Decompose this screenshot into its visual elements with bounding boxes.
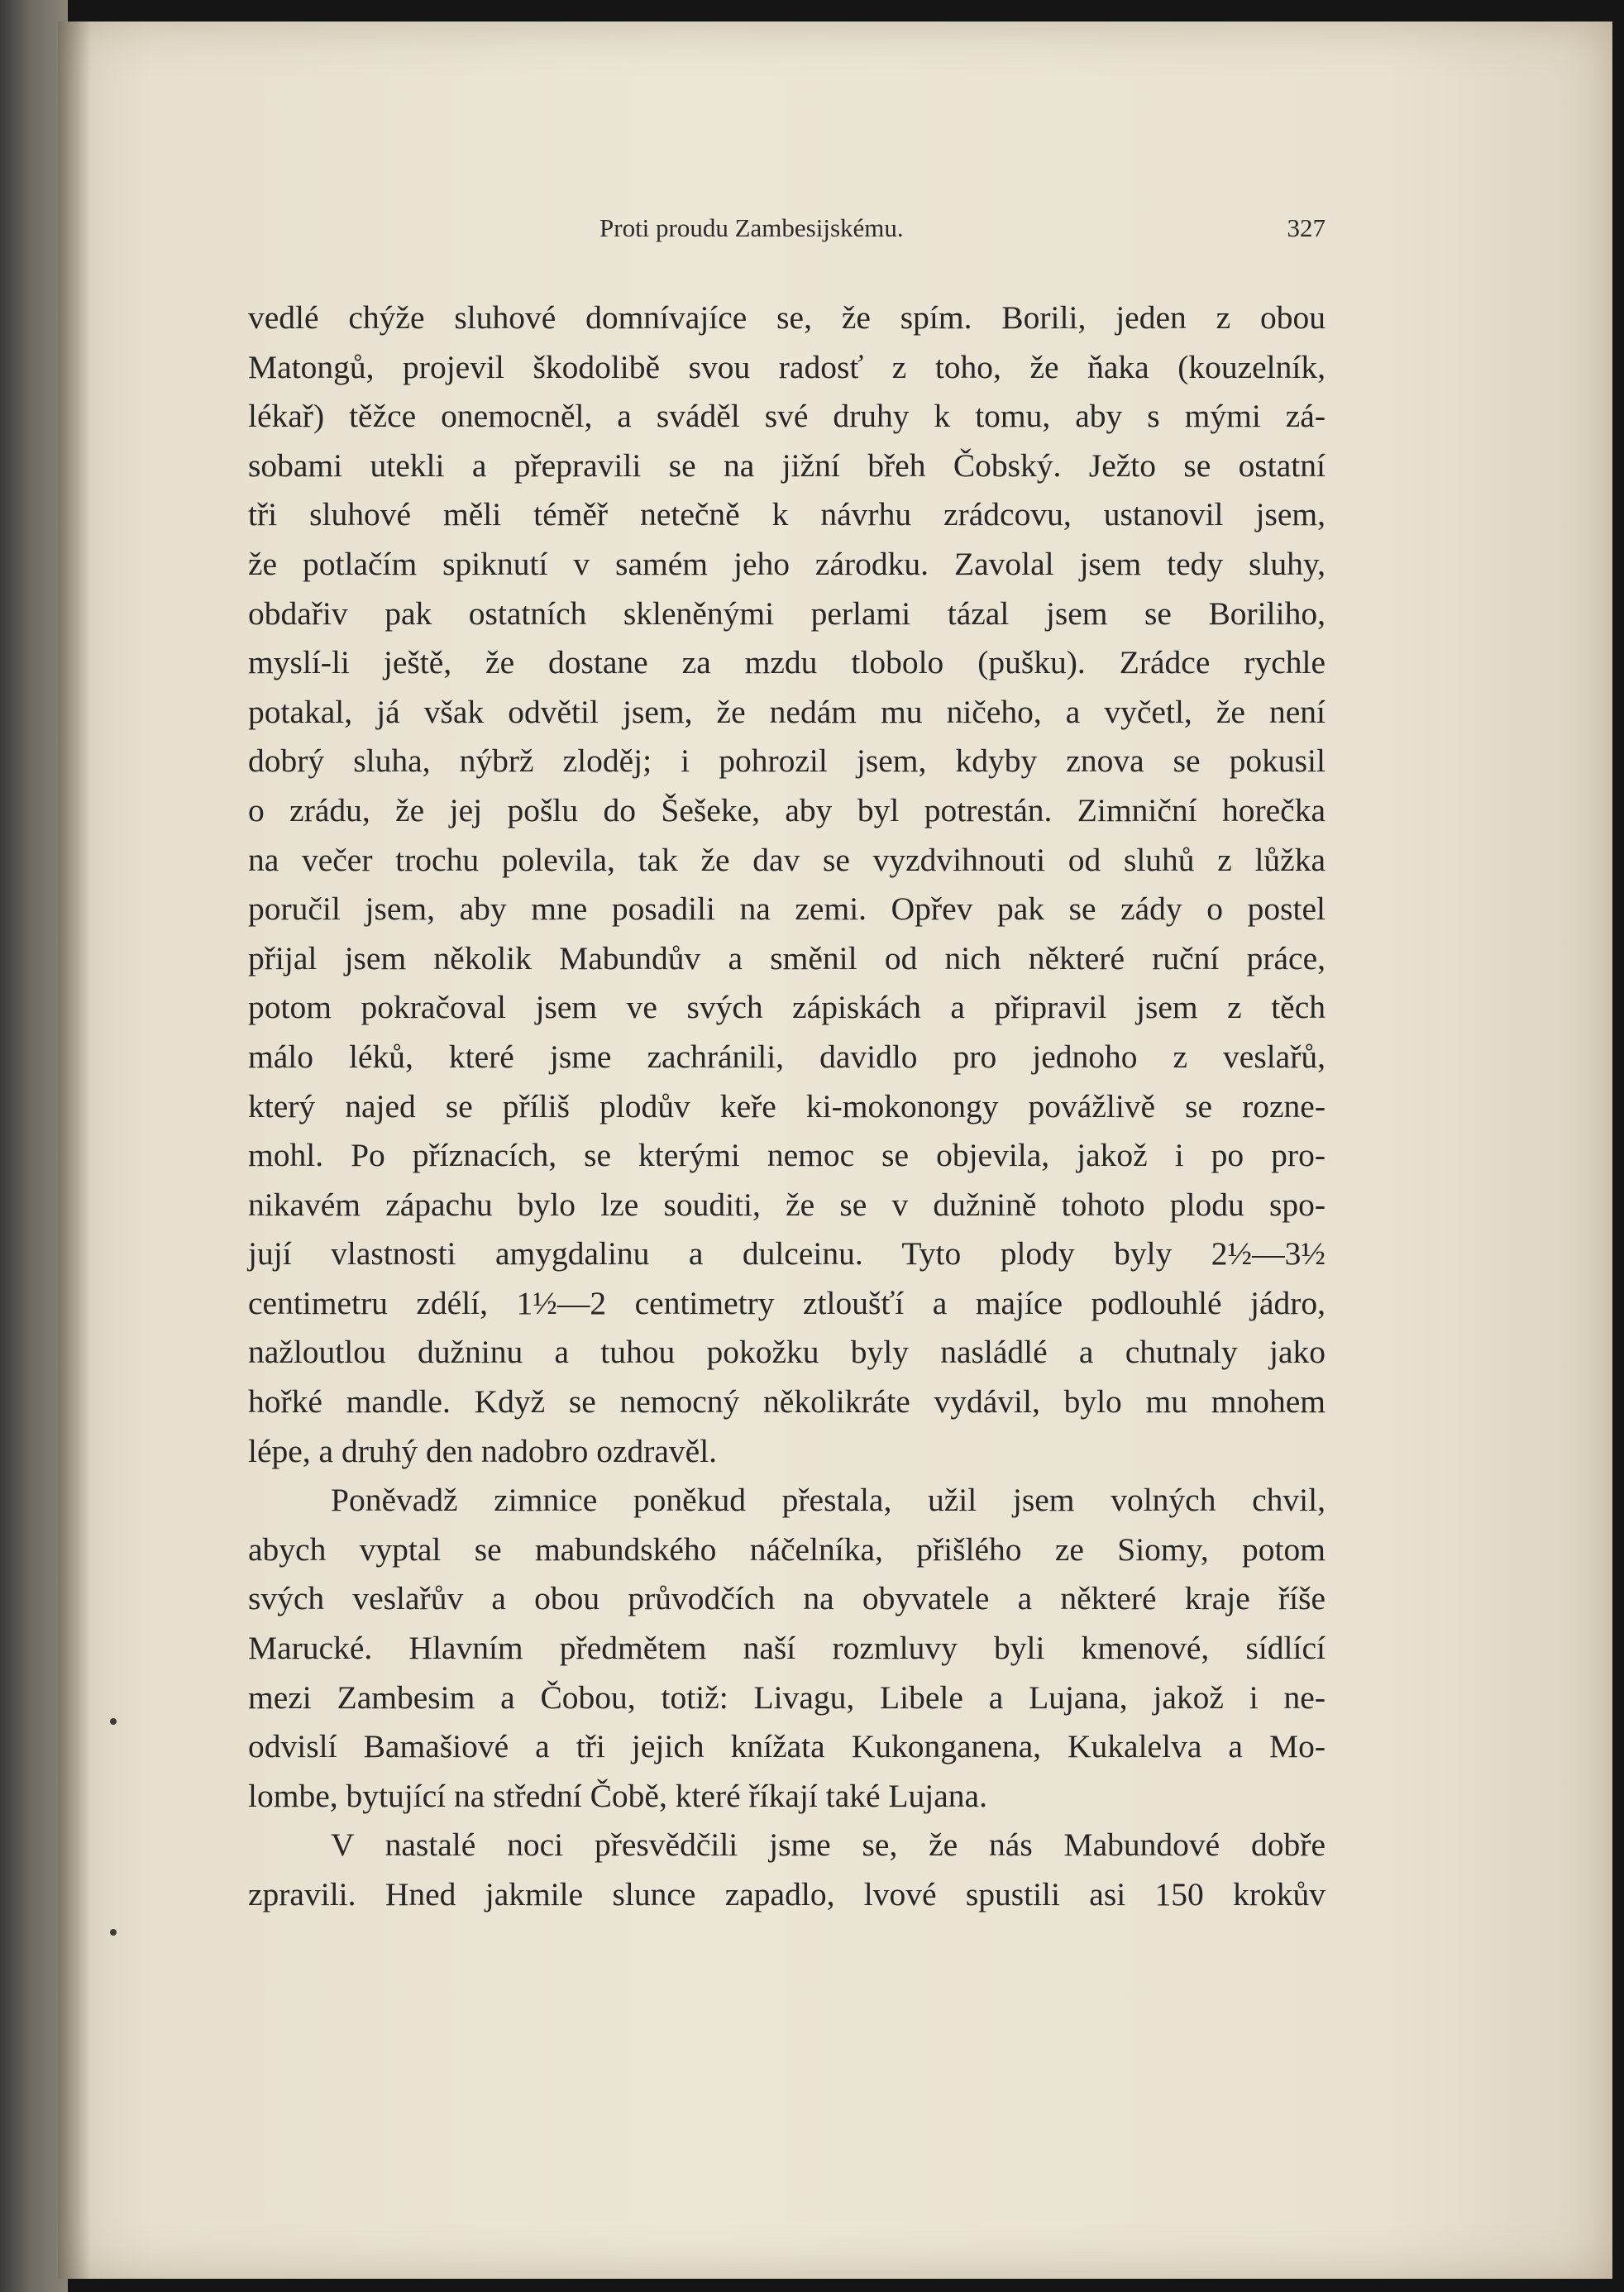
text-line: svých veslařův a obou průvodčích na obyvatele a některé kraje říše bbox=[248, 1580, 1325, 1617]
text-line: nikavém zápachu bylo lze souditi, že se v dužnině tohoto plodu spo- bbox=[248, 1186, 1325, 1223]
text-line: dobrý sluha, nýbrž zloděj; i pohrozil jsem, kdyby znova se pokusil bbox=[248, 743, 1325, 780]
paragraph-last-line: lépe, a druhý den nadobro ozdravěl. bbox=[248, 1432, 718, 1469]
text-line: potakal, já však odvětil jsem, že nedám mu ničeho, a vyčetl, že není bbox=[248, 693, 1325, 730]
text-line: hořké mandle. Když se nemocný několikráte vydávil, bylo mu mnohem bbox=[248, 1383, 1325, 1421]
text-line: poručil jsem, aby mne posadili na zemi. Opřev pak se zády o postel bbox=[248, 891, 1325, 928]
text-line: abych vyptal se mabundského náčelníka, přišlého ze Siomy, potom bbox=[248, 1530, 1325, 1568]
text-line: který najed se příliš plodův keře ki-mokonongy povážlivě se rozne- bbox=[248, 1087, 1325, 1125]
text-line: Matongů, projevil škodolibě svou radosť z toho, že ňaka (kouzelník, bbox=[248, 348, 1325, 385]
margin-speck bbox=[110, 1718, 117, 1725]
body-text bbox=[248, 294, 1325, 1920]
text-line: mezi Zambesim a Čobou, totiž: Livagu, Libele a Lujana, jakož i ne- bbox=[248, 1678, 1325, 1716]
text-line: vedlé chýže sluhové domnívajíce se, že spím. Borili, jeden z obou bbox=[248, 299, 1325, 336]
margin-speck bbox=[110, 1929, 117, 1936]
text-line: lékař) těžce onemocněl, a sváděl své druhy k tomu, aby s mými zá- bbox=[248, 398, 1325, 435]
text-line: na večer trochu polevila, tak že dav se vyzdvihnouti od sluhů z lůžka bbox=[248, 841, 1325, 878]
text-line: obdařiv pak ostatních skleněnými perlami tázal jsem se Boriliho, bbox=[248, 594, 1325, 632]
page-number: 327 bbox=[1287, 213, 1325, 242]
paragraph-first-line: V nastalé noci přesvědčili jsme se, že nás Mabundové dobře bbox=[331, 1826, 1325, 1864]
paragraph-last-line: lombe, bytující na střední Čobě, které říkají také Lujana. bbox=[248, 1777, 987, 1814]
text-line: potom pokračoval jsem ve svých zápiskách a připravil jsem z těch bbox=[248, 989, 1325, 1026]
text-line: myslí-li ještě, že dostane za mzdu tlobolo (pušku). Zrádce rychle bbox=[248, 644, 1325, 681]
gutter-shadow bbox=[58, 21, 91, 2279]
running-head bbox=[248, 213, 1325, 255]
text-line: tři sluhové měli téměř netečně k návrhu zrádcovu, ustanovil jsem, bbox=[248, 496, 1325, 533]
paragraph-first-line: Poněvadž zimnice poněkud přestala, užil jsem volných chvil, bbox=[331, 1482, 1325, 1519]
text-line: odvislí Bamašiové a tři jejich knížata Kukonganena, Kukalelva a Mo- bbox=[248, 1728, 1325, 1765]
text-line: že potlačím spiknutí v samém jeho zárodku. Zavolal jsem tedy sluhy, bbox=[248, 545, 1325, 582]
text-line: Marucké. Hlavním předmětem naší rozmluvy byli kmenové, sídlící bbox=[248, 1630, 1325, 1667]
text-line: mohl. Po příznacích, se kterými nemoc se objevila, jakož i po pro- bbox=[248, 1137, 1325, 1174]
running-title: Proti proudu Zambesijskému. bbox=[599, 213, 904, 242]
text-line: zpravili. Hned jakmile slunce zapadlo, lvové spustili asi 150 krokův bbox=[248, 1876, 1325, 1912]
text-line: sobami utekli a přepravili se na jižní břeh Čobský. Ježto se ostatní bbox=[248, 446, 1325, 484]
text-line: přijal jsem několik Mabundův a směnil od nich některé ruční práce, bbox=[248, 939, 1325, 976]
text-line: jují vlastnosti amygdalinu a dulceinu. Tyto plody byly 2½—3½ bbox=[248, 1235, 1325, 1273]
text-line: centimetru zdélí, 1½—2 centimetry ztloušťí a majíce podlouhlé jádro, bbox=[248, 1284, 1325, 1321]
text-line: málo léků, které jsme zachránili, davidlo pro jednoho z veslařů, bbox=[248, 1038, 1325, 1075]
text-line: o zrádu, že jej pošlu do Šešeke, aby byl potrestán. Zimniční horečka bbox=[248, 791, 1325, 828]
text-line: nažloutlou dužninu a tuhou pokožku byly nasládlé a chutnaly jako bbox=[248, 1334, 1325, 1371]
